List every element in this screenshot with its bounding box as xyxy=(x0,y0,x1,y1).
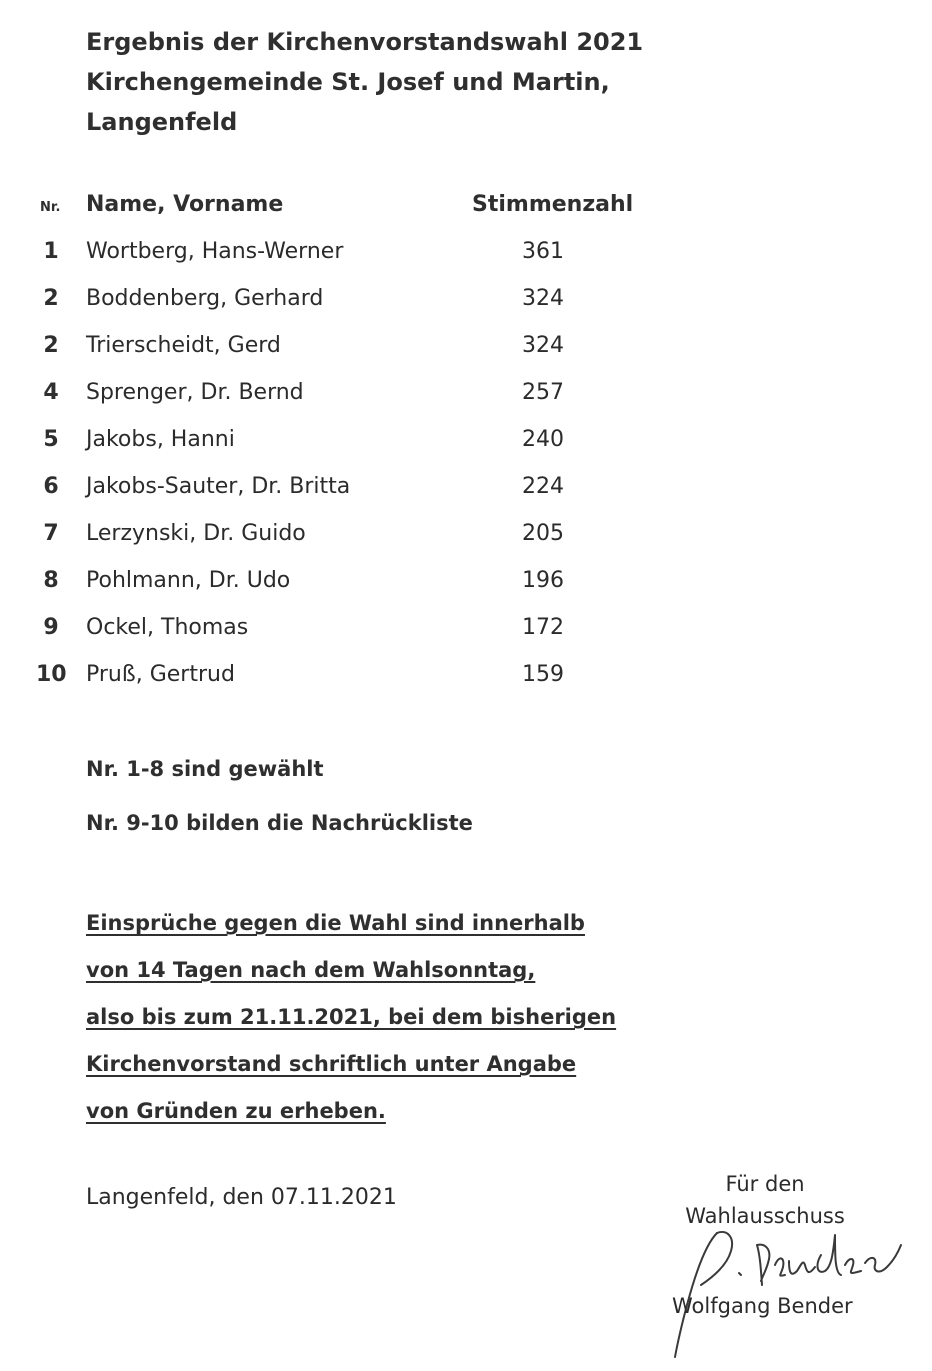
table-row xyxy=(0,278,932,325)
title-line-3: Langenfeld xyxy=(86,108,238,136)
document-title xyxy=(86,22,643,142)
row-nr: 6 xyxy=(43,474,59,499)
row-votes: 159 xyxy=(522,662,564,687)
row-votes: 196 xyxy=(522,568,564,593)
title-line-2: Kirchengemeinde St. Josef und Martin, xyxy=(86,68,610,96)
table-row xyxy=(0,513,932,560)
table-row xyxy=(0,231,932,278)
results-table xyxy=(0,231,932,701)
objection-line-5: von Gründen zu erheben. xyxy=(86,1099,386,1123)
row-nr: 2 xyxy=(43,333,59,358)
objection-line-4: Kirchenvorstand schriftlich unter Angabe xyxy=(86,1052,577,1076)
row-votes: 172 xyxy=(522,615,564,640)
row-name: Lerzynski, Dr. Guido xyxy=(86,521,306,546)
signer-name: Wolfgang Bender xyxy=(672,1294,853,1318)
column-header-name: Name, Vorname xyxy=(86,192,284,217)
table-row xyxy=(0,466,932,513)
objection-line-3: also bis zum 21.11.2021, bei dem bisherigen xyxy=(86,1005,617,1029)
row-nr: 10 xyxy=(36,662,67,687)
row-name: Pohlmann, Dr. Udo xyxy=(86,568,291,593)
committee-line-2: Wahlausschuss xyxy=(685,1204,845,1228)
place-date: Langenfeld, den 07.11.2021 xyxy=(86,1185,397,1210)
row-nr: 9 xyxy=(43,615,59,640)
row-name: Trierscheidt, Gerd xyxy=(86,333,281,358)
handwritten-signature xyxy=(665,1215,915,1365)
row-name: Boddenberg, Gerhard xyxy=(86,286,324,311)
row-nr: 8 xyxy=(43,568,59,593)
row-nr: 1 xyxy=(43,239,59,264)
row-votes: 205 xyxy=(522,521,564,546)
objection-notice xyxy=(86,900,616,1135)
row-votes: 240 xyxy=(522,427,564,452)
table-row xyxy=(0,560,932,607)
row-name: Jakobs, Hanni xyxy=(86,427,235,452)
table-row xyxy=(0,419,932,466)
row-name: Wortberg, Hans-Werner xyxy=(86,239,344,264)
table-row xyxy=(0,654,932,701)
column-header-votes: Stimmenzahl xyxy=(472,192,634,217)
objection-line-2: von 14 Tagen nach dem Wahlsonntag, xyxy=(86,958,536,982)
successor-note: Nr. 9-10 bilden die Nachrückliste xyxy=(86,811,473,835)
row-name: Ockel, Thomas xyxy=(86,615,249,640)
row-nr: 7 xyxy=(43,521,59,546)
elected-note: Nr. 1-8 sind gewählt xyxy=(86,757,324,781)
table-row xyxy=(0,325,932,372)
title-line-1: Ergebnis der Kirchenvorstandswahl 2021 xyxy=(86,28,644,56)
row-votes: 324 xyxy=(522,286,564,311)
committee-line-1: Für den xyxy=(725,1172,805,1196)
objection-line-1: Einsprüche gegen die Wahl sind innerhalb xyxy=(86,911,585,935)
row-name: Sprenger, Dr. Bernd xyxy=(86,380,304,405)
row-votes: 324 xyxy=(522,333,564,358)
table-row xyxy=(0,607,932,654)
row-nr: 5 xyxy=(43,427,59,452)
row-votes: 224 xyxy=(522,474,564,499)
row-name: Jakobs-Sauter, Dr. Britta xyxy=(86,474,351,499)
column-header-nr: Nr. xyxy=(40,200,61,215)
table-row xyxy=(0,372,932,419)
row-nr: 4 xyxy=(43,380,59,405)
row-votes: 361 xyxy=(522,239,564,264)
row-nr: 2 xyxy=(43,286,59,311)
row-name: Pruß, Gertrud xyxy=(86,662,235,687)
row-votes: 257 xyxy=(522,380,564,405)
